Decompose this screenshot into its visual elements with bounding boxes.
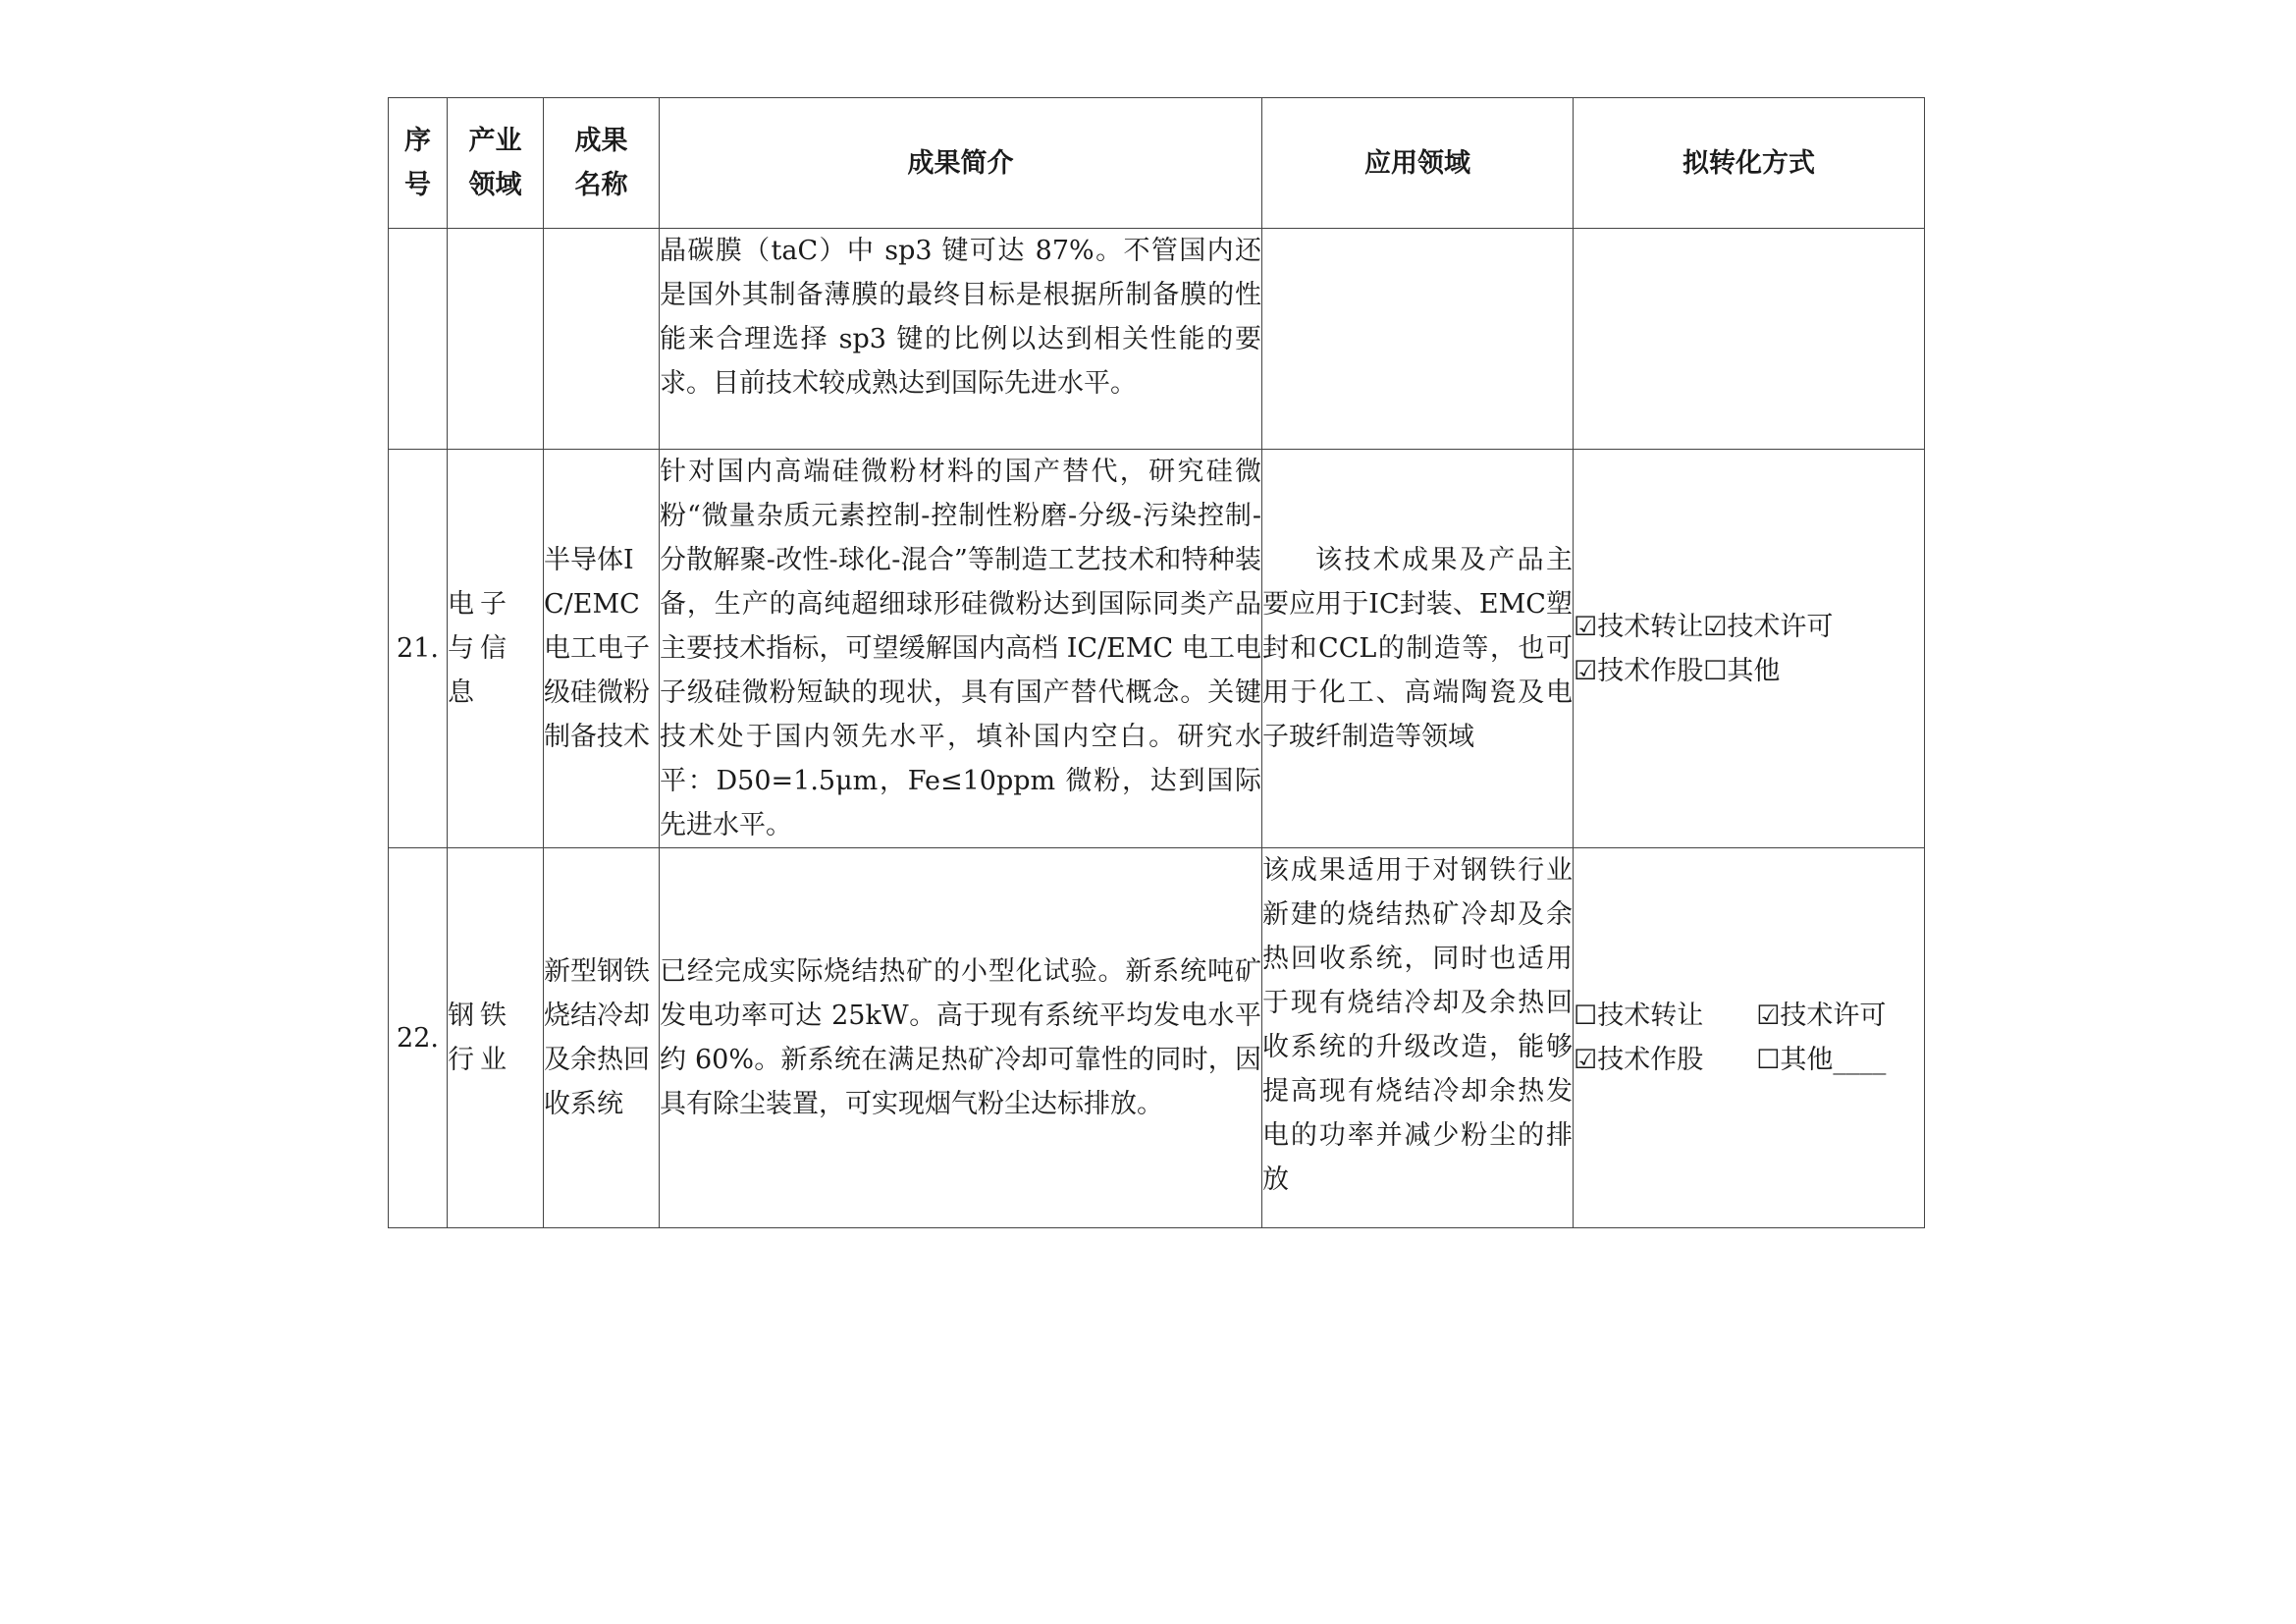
row-field: 钢铁行业 xyxy=(448,848,544,1228)
method-options-line-1: ☐技术转让 ☑技术许可 xyxy=(1574,1001,1887,1031)
row-name xyxy=(544,229,660,450)
row-field xyxy=(448,229,544,450)
achievements-table xyxy=(388,97,1925,1228)
method-options-line-2: ☑技术作股 ☐其他____ xyxy=(1574,1045,1887,1075)
table-row xyxy=(389,848,1925,1228)
row-intro: 针对国内高端硅微粉材料的国产替代，研究硅微粉“微量杂质元素控制-控制性粉磨-分级-污染控制-分散解聚-改性-球化-混合”等制造工艺技术和特种装备，生产的高纯超细球形硅微粉达到国际同类产品主要技术指标，可望缓解国内高档 IC/EMC 电工电子级硅微粉短缺的现状，具有国产替代概念。关键技术处于国内领先水平，填补国内空白。研究水平：D50=1.5μm，Fe≤10ppm 微粉，达到国际先进水平。 xyxy=(660,450,1262,848)
header-intro: 成果简介 xyxy=(660,98,1262,229)
header-seq: 序号 xyxy=(389,98,448,229)
row-seq: 22. xyxy=(389,848,448,1228)
table-row xyxy=(389,229,1925,450)
table-header-row xyxy=(389,98,1925,229)
header-application: 应用领域 xyxy=(1262,98,1574,229)
row-field: 电子与信息 xyxy=(448,450,544,848)
row-method xyxy=(1574,229,1925,450)
row-name: 半导体IC/EMC电工电子级硅微粉制备技术 xyxy=(544,450,660,848)
row-seq xyxy=(389,229,448,450)
table-row xyxy=(389,450,1925,848)
row-application: 该技术成果及产品主要应用于IC封装、EMC塑封和CCL的制造等，也可用于化工、高端陶瓷及电子玻纤制造等领域 xyxy=(1262,450,1574,848)
row-name: 新型钢铁烧结冷却及余热回收系统 xyxy=(544,848,660,1228)
row-method xyxy=(1574,848,1925,1228)
row-intro: 晶碳膜（taC）中 sp3 键可达 87%。不管国内还是国外其制备薄膜的最终目标是根据所制备膜的性能来合理选择 sp3 键的比例以达到相关性能的要求。目前技术较成熟达到国际先进水平。 xyxy=(660,229,1262,450)
row-method xyxy=(1574,450,1925,848)
header-field: 产业领域 xyxy=(448,98,544,229)
method-options-line-2: ☑技术作股☐其他 xyxy=(1574,655,1781,686)
row-application xyxy=(1262,229,1574,450)
method-options-line-1: ☑技术转让☑技术许可 xyxy=(1574,611,1834,642)
row-application: 该成果适用于对钢铁行业新建的烧结热矿冷却及余热回收系统，同时也适用于现有烧结冷却及余热回收系统的升级改造，能够提高现有烧结冷却余热发电的功率并减少粉尘的排放 xyxy=(1262,848,1574,1228)
row-seq: 21. xyxy=(389,450,448,848)
header-name: 成果名称 xyxy=(544,98,660,229)
row-intro: 已经完成实际烧结热矿的小型化试验。新系统吨矿发电功率可达 25kW。高于现有系统平均发电水平约 60%。新系统在满足热矿冷却可靠性的同时，因具有除尘装置，可实现烟气粉尘达标排放。 xyxy=(660,848,1262,1228)
header-method: 拟转化方式 xyxy=(1574,98,1925,229)
